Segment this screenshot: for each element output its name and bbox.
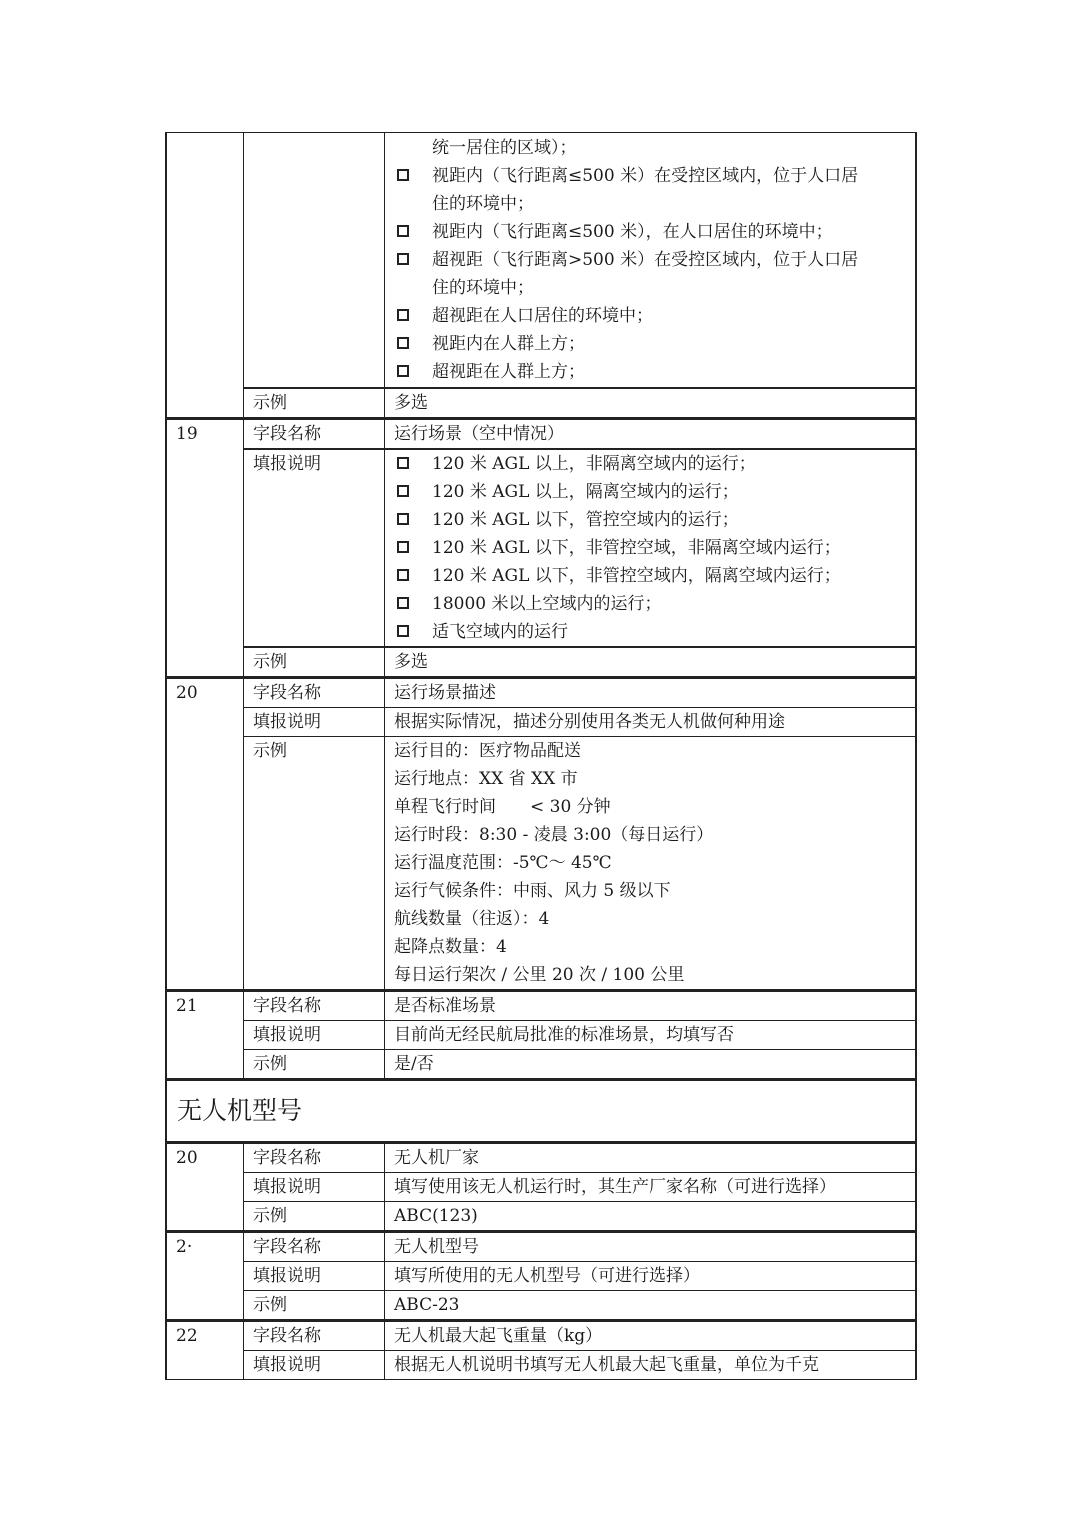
field-name-value: 无人机型号 <box>385 1232 917 1262</box>
field-index: 20 <box>166 1143 244 1232</box>
example-line: 运行地点：XX 省 XX 市 <box>394 769 578 789</box>
checkbox-icon <box>397 337 409 349</box>
example-line: 运行温度范围：-5℃～ 45℃ <box>394 853 612 873</box>
checkbox-icon <box>397 625 409 637</box>
checkbox-option: 超视距（飞行距离>500 米）在受控区域内，位于人口居 <box>394 246 906 274</box>
field-example-label: 示例 <box>244 1291 385 1321</box>
field-desc-label: 填报说明 <box>244 1351 385 1380</box>
index-cell <box>166 133 244 419</box>
example-lines <box>385 737 917 991</box>
field-name-label: 字段名称 <box>244 991 385 1021</box>
field-example-label: 示例 <box>244 647 385 678</box>
field-name-label: 字段名称 <box>244 419 385 450</box>
example-line: 单程飞行时间 < 30 分钟 <box>394 797 611 817</box>
checkbox-icon <box>397 253 409 265</box>
field-desc-value: 根据无人机说明书填写无人机最大起飞重量，单位为千克 <box>385 1351 917 1380</box>
checkbox-option: 超视距在人口居住的环境中； <box>394 302 906 330</box>
field-spec-table <box>165 132 917 1380</box>
field-desc-label: 填报说明 <box>244 1173 385 1202</box>
field-desc-label: 填报说明 <box>244 1021 385 1050</box>
field-name-value: 运行场景（空中情况） <box>385 419 917 450</box>
checkbox-icon <box>397 569 409 581</box>
field-desc-label: 填报说明 <box>244 449 385 647</box>
checkbox-option: 超视距在人群上方； <box>394 358 906 386</box>
checkbox-option: 120 米 AGL 以下，非管控空域内，隔离空域内运行； <box>394 562 906 590</box>
field-desc-value: 根据实际情况，描述分别使用各类无人机做何种用途 <box>385 708 917 737</box>
field-name-label: 字段名称 <box>244 1143 385 1173</box>
field-desc-label: 填报说明 <box>244 1262 385 1291</box>
field-name-value: 无人机最大起飞重量（kg） <box>385 1321 917 1351</box>
field-index: 19 <box>166 419 244 678</box>
checkbox-icon <box>397 225 409 237</box>
checkbox-icon <box>397 513 409 525</box>
example-line: 运行时段：8:30 - 凌晨 3:00（每日运行） <box>394 825 714 845</box>
checkbox-option: 适飞空域内的运行 <box>394 618 906 646</box>
example-line: 运行气候条件：中雨、风力 5 级以下 <box>394 881 671 901</box>
checkbox-option: 120 米 AGL 以下，管控空域内的运行； <box>394 506 906 534</box>
option-continuation: 住的环境中； <box>432 194 534 214</box>
example-line: 航线数量（往返）：4 <box>394 909 550 929</box>
checkbox-icon <box>397 169 409 181</box>
field-name-label: 字段名称 <box>244 1232 385 1262</box>
checkbox-option: 120 米 AGL 以下，非管控空域，非隔离空域内运行； <box>394 534 906 562</box>
field-example-value: 是/否 <box>385 1050 917 1080</box>
option-continuation: 住的环境中； <box>432 278 534 298</box>
field-index: 21 <box>166 991 244 1080</box>
example-line: 起降点数量：4 <box>394 937 507 957</box>
field-desc-value: 目前尚无经民航局批准的标准场景，均填写否 <box>385 1021 917 1050</box>
section-title: 无人机型号 <box>166 1080 916 1143</box>
field-desc-label: 填报说明 <box>244 708 385 737</box>
field-example-value: ABC-23 <box>385 1291 917 1321</box>
options-cell <box>385 449 917 647</box>
checkbox-option: 18000 米以上空域内的运行； <box>394 590 906 618</box>
document-page <box>165 132 917 1380</box>
field-example-label: 示例 <box>244 1202 385 1232</box>
checkbox-icon <box>397 541 409 553</box>
field-name-label: 字段名称 <box>244 678 385 708</box>
example-line: 每日运行架次 / 公里 20 次 / 100 公里 <box>394 965 685 985</box>
checkbox-icon <box>397 485 409 497</box>
checkbox-option: 视距内在人群上方； <box>394 330 906 358</box>
field-name-value: 是否标准场景 <box>385 991 917 1021</box>
option-continuation: 统一居住的区域）； <box>432 138 577 158</box>
example-label: 示例 <box>244 388 385 419</box>
field-index: 22 <box>166 1321 244 1380</box>
checkbox-option: 120 米 AGL 以上，隔离空域内的运行； <box>394 478 906 506</box>
field-example-label: 示例 <box>244 1050 385 1080</box>
checkbox-icon <box>397 365 409 377</box>
label-cell <box>244 133 385 389</box>
field-name-label: 字段名称 <box>244 1321 385 1351</box>
checkbox-option: 视距内（飞行距离≤500 米），在人口居住的环境中； <box>394 218 906 246</box>
field-desc-value: 填写使用该无人机运行时，其生产厂家名称（可进行选择） <box>385 1173 917 1202</box>
field-index: 2· <box>166 1232 244 1321</box>
checkbox-option: 120 米 AGL 以上，非隔离空域内的运行； <box>394 450 906 478</box>
options-cell <box>385 133 917 389</box>
field-desc-value: 填写所使用的无人机型号（可进行选择） <box>385 1262 917 1291</box>
field-name-value: 无人机厂家 <box>385 1143 917 1173</box>
checkbox-icon <box>397 597 409 609</box>
field-example-value: ABC(123) <box>385 1202 917 1232</box>
example-line: 运行目的：医疗物品配送 <box>394 741 581 761</box>
checkbox-icon <box>397 457 409 469</box>
field-example-label: 示例 <box>244 737 385 991</box>
checkbox-icon <box>397 309 409 321</box>
field-example-value: 多选 <box>385 647 917 678</box>
field-name-value: 运行场景描述 <box>385 678 917 708</box>
example-value: 多选 <box>385 388 917 419</box>
field-index: 20 <box>166 678 244 991</box>
checkbox-option: 视距内（飞行距离≤500 米）在受控区域内，位于人口居 <box>394 162 906 190</box>
